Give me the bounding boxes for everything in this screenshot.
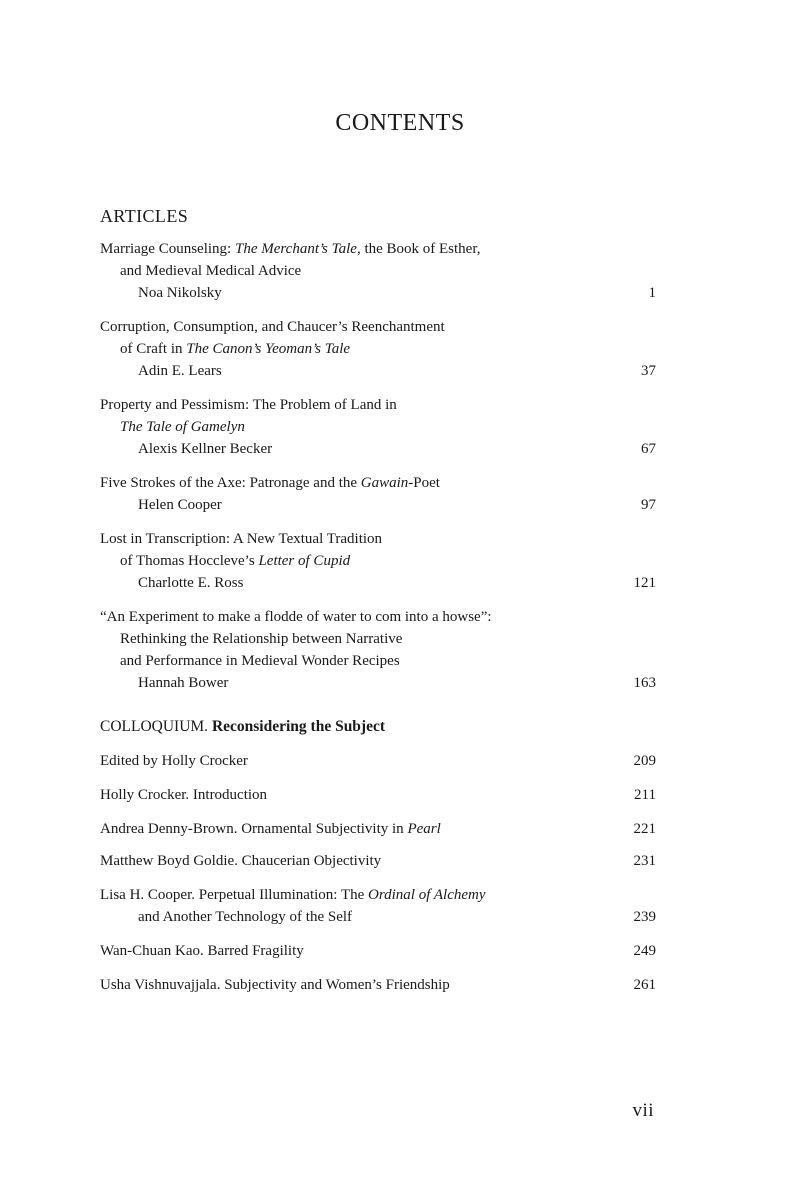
entry-row: Usha Vishnuvajjala. Subjectivity and Women’s Friendship 261 <box>100 974 656 996</box>
entry-title-line: and Medieval Medical Advice <box>120 263 302 279</box>
entry-page-number: 37 <box>641 363 656 379</box>
entry-row: Matthew Boyd Goldie. Chaucerian Objectivity 231 <box>100 850 656 872</box>
entry-row: Andrea Denny-Brown. Ornamental Subjectivity in Pearl 221 <box>100 818 656 840</box>
entry-page-number: 211 <box>634 787 656 803</box>
entry-page-number: 231 <box>633 853 656 869</box>
entry-title-line: and Performance in Medieval Wonder Recipes <box>120 653 400 669</box>
entry-row: Holly Crocker. Introduction 211 <box>100 784 656 806</box>
toc-entry-5[interactable] <box>100 528 656 594</box>
toc-entry-2[interactable] <box>100 316 656 382</box>
entry-row: Edited by Holly Crocker 209 <box>100 750 656 772</box>
entry-row: and Another Technology of the Self 239 <box>100 906 656 928</box>
entry-author: Alexis Kellner Becker <box>138 441 273 457</box>
entry-author-row <box>100 438 656 460</box>
toc-entry-colloquium-5[interactable] <box>100 884 656 928</box>
entry-title-line: “An Experiment to make a flodde of water to com into a howse”: <box>100 609 492 625</box>
entry-title-line: of Craft in The Canon’s Yeoman’s Tale <box>120 341 351 357</box>
entry-author: Adin E. Lears <box>138 363 222 379</box>
entry-title-line: Rethinking the Relationship between Narrative <box>120 631 403 647</box>
entry-page-number: 121 <box>633 575 656 591</box>
entry-row: Wan-Chuan Kao. Barred Fragility 249 <box>100 940 656 962</box>
toc-entry-colloquium-6[interactable] <box>100 940 656 962</box>
entry-title-line: of Thomas Hoccleve’s Letter of Cupid <box>120 553 351 569</box>
section-heading-articles: ARTICLES <box>100 206 189 226</box>
entry-title-line: The Tale of Gamelyn <box>120 419 245 435</box>
entry-page-number: 1 <box>648 285 656 301</box>
toc-entry-1[interactable] <box>100 238 656 304</box>
page-title: CONTENTS <box>335 110 465 136</box>
toc-entry-3[interactable] <box>100 394 656 460</box>
toc-entry-colloquium-4[interactable] <box>100 850 656 872</box>
entry-author-row <box>100 572 656 594</box>
entry-author: Hannah Bower <box>138 675 229 691</box>
section-heading-colloquium: COLLOQUIUM. Reconsidering the Subject <box>100 718 386 735</box>
entry-author-row <box>100 282 656 304</box>
entry-author: Charlotte E. Ross <box>138 575 244 591</box>
toc-entry-colloquium-1[interactable] <box>100 750 656 772</box>
entry-page-number: 261 <box>633 977 656 993</box>
entry-page-number: 209 <box>633 753 656 769</box>
entry-title-line: Property and Pessimism: The Problem of Land in <box>100 397 397 413</box>
page-folio: vii <box>632 1100 654 1121</box>
entry-page-number: 221 <box>633 821 656 837</box>
entry-title-line: Five Strokes of the Axe: Patronage and the Gawain-Poet <box>100 475 440 491</box>
entry-page-number: 163 <box>633 675 656 691</box>
entry-author-row <box>100 672 656 694</box>
toc-entry-6[interactable] <box>100 606 656 694</box>
entry-title-line: Marriage Counseling: The Merchant’s Tale, the Book of Esther, <box>100 241 481 257</box>
entry-author: Helen Cooper <box>138 497 222 513</box>
toc-entry-4[interactable] <box>100 472 656 516</box>
entry-author: Noa Nikolsky <box>138 285 222 301</box>
entry-page-number: 239 <box>633 909 656 925</box>
entry-title-line: Lisa H. Cooper. Perpetual Illumination: The Ordinal of Alchemy <box>100 887 486 903</box>
entry-title-line: Lost in Transcription: A New Textual Tradition <box>100 531 383 547</box>
toc-entry-colloquium-3[interactable] <box>100 818 656 840</box>
entry-author-row <box>100 494 656 516</box>
entry-page-number: 67 <box>641 441 656 457</box>
toc-entry-colloquium-2[interactable] <box>100 784 656 806</box>
entry-page-number: 249 <box>633 943 656 959</box>
entry-title-line: Corruption, Consumption, and Chaucer’s Reenchantment <box>100 319 445 335</box>
toc-entry-colloquium-7[interactable] <box>100 974 656 996</box>
entry-author-row <box>100 360 656 382</box>
entry-page-number: 97 <box>641 497 656 513</box>
